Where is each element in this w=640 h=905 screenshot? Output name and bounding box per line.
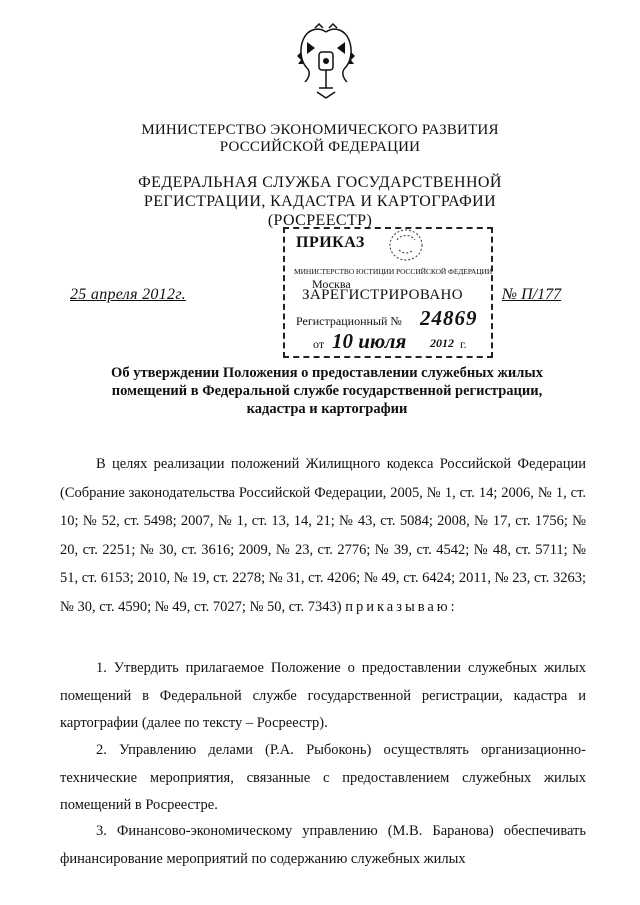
order-item-3: 3. Финансово-экономическому управлению (М.В. Баранова) обеспечивать финансирование мероприятий по содержанию служебных жилых	[60, 823, 586, 867]
stamp-reg-date: 10 июля	[332, 329, 407, 353]
title-line-1: Об утверждении Положения о предоставлении служебных жилых	[111, 365, 543, 381]
order-date: 25 апреля 2012г.	[70, 286, 186, 303]
double-headed-eagle-emblem	[295, 22, 357, 102]
title-line-2: помещений в Федеральной службе государственной регистрации,	[111, 383, 543, 399]
ministry-name	[0, 122, 640, 156]
ministry-line-2: РОССИЙСКОЙ ФЕДЕРАЦИИ	[219, 139, 421, 155]
stamp-city: Москва	[312, 277, 351, 291]
stamp-seal-icon	[385, 226, 427, 264]
order-number: № П/177	[502, 286, 562, 303]
stamp-year-suffix: г.	[460, 337, 467, 351]
service-name	[0, 173, 640, 230]
stamp-registered: ЗАРЕГИСТРИРОВАНО	[302, 287, 464, 303]
ministry-line-1: МИНИСТЕРСТВО ЭКОНОМИЧЕСКОГО РАЗВИТИЯ	[141, 122, 499, 138]
order-item-1: 1. Утвердить прилагаемое Положение о предоставлении служебных жилых помещений в Федеральной службе государственной регистрации, кадастра и картографии (далее по тексту – Росреестр).	[60, 660, 586, 731]
stamp-reg-label: Регистрационный №	[296, 314, 402, 328]
service-line-2: РЕГИСТРАЦИИ, КАДАСТРА И КАРТОГРАФИИ	[143, 193, 497, 210]
stamp-reg-year: 2012	[430, 336, 454, 350]
intro-text: В целях реализации положений Жилищного кодекса Российской Федерации (Собрание законодательства Российской Федерации, 2005, № 1, ст. 14; 2006, № 1, ст. 10; № 52, ст. 5498; 2007, № 1, ст. 13, 14, 21; № 43, ст. 5084; 2008, № 17, ст. 1756; № 20, ст. 2251; № 30, ст. 3616; 2009, № 23, ст. 2776; № 39, ст. 4542; № 48, ст. 5711; № 51, ст. 6153; 2010, № 19, ст. 2278; № 31, ст. 4206; № 49, ст. 6424; 2011, № 23, ст. 3263; № 30, ст. 4590; № 49, ст. 7027; № 50, ст. 7343)	[60, 456, 586, 615]
document-title	[90, 364, 564, 418]
stamp-ministry: МИНИСТЕРСТВО ЮСТИЦИИ РОССИЙСКОЙ ФЕДЕРАЦИИ	[294, 267, 493, 276]
stamp-from-label: от	[313, 337, 325, 351]
intro-paragraph	[60, 450, 586, 621]
order-item-2: 2. Управлению делами (Р.А. Рыбоконь) осуществлять организационно-технические мероприятия, связанные с предоставлением служебных жилых помещений в Росреестре.	[60, 742, 586, 813]
stamp-prikaz: ПРИКАЗ	[296, 234, 365, 251]
service-line-3: (РОСРЕЕСТР)	[267, 212, 373, 229]
service-line-1: ФЕДЕРАЛЬНАЯ СЛУЖБА ГОСУДАРСТВЕННОЙ	[138, 174, 502, 191]
title-line-3: кадастра и картографии	[246, 401, 408, 417]
stamp-reg-number: 24869	[420, 306, 478, 330]
order-word: приказываю:	[345, 598, 458, 615]
